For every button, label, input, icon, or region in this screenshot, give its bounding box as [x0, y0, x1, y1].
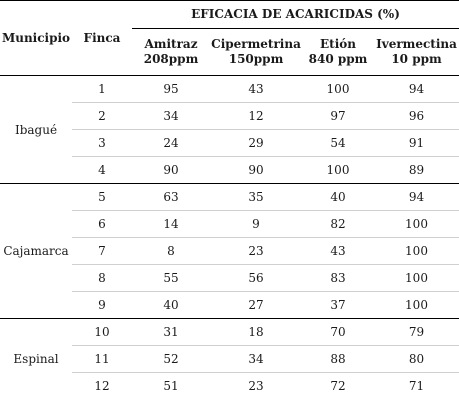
header-etion	[302, 29, 374, 76]
finca-cell: 9	[72, 292, 132, 319]
value-cell: 23	[210, 238, 302, 265]
value-cell: 88	[302, 346, 374, 373]
finca-cell: 1	[72, 76, 132, 103]
value-cell: 29	[210, 130, 302, 157]
value-cell: 89	[374, 157, 459, 184]
value-cell: 43	[210, 76, 302, 103]
header-cipermetrina	[210, 29, 302, 76]
value-cell: 23	[248, 379, 264, 393]
value-cell: 94	[374, 76, 459, 103]
value-cell: 43	[302, 238, 374, 265]
value-cell: 51	[163, 379, 179, 393]
value-cell: 96	[374, 103, 459, 130]
header-ivermectina	[374, 29, 459, 76]
municipio-cell: Cajamarca	[0, 184, 72, 319]
value-cell: 100	[374, 211, 459, 238]
finca-cell: 3	[72, 130, 132, 157]
value-cell: 72	[330, 379, 346, 393]
value-cell: 91	[374, 130, 459, 157]
value-cell: 9	[210, 211, 302, 238]
header-etion-name: Etión	[320, 37, 356, 51]
table-row	[0, 184, 459, 211]
finca-cell: 6	[72, 211, 132, 238]
municipio-cell: Ibagué	[0, 76, 72, 184]
table-row	[0, 319, 459, 346]
value-cell: 12	[210, 103, 302, 130]
header-group-title: EFICACIA DE ACARICIDAS (%)	[132, 1, 459, 29]
value-cell: 71	[408, 379, 425, 393]
finca-cell: 11	[72, 346, 132, 373]
header-cipermetrina-dose: 150ppm	[228, 52, 284, 66]
value-cell: 18	[210, 319, 302, 346]
value-cell: 56	[210, 265, 302, 292]
value-cell: 40	[132, 292, 210, 319]
finca-cell: 5	[72, 184, 132, 211]
value-cell: 100	[374, 238, 459, 265]
value-cell: 34	[210, 346, 302, 373]
finca-cell: 8	[72, 265, 132, 292]
value-cell: 80	[374, 346, 459, 373]
header-etion-dose: 840 ppm	[308, 52, 368, 66]
value-cell: 100	[374, 265, 459, 292]
value-cell: 31	[132, 319, 210, 346]
value-cell: 63	[132, 184, 210, 211]
header-amitraz-dose: 208ppm	[143, 52, 199, 66]
header-cipermetrina-name: Cipermetrina	[211, 37, 301, 51]
value-cell: 35	[210, 184, 302, 211]
header-amitraz	[132, 29, 210, 76]
finca-cell: 7	[72, 238, 132, 265]
header-ivermectina-name: Ivermectina	[376, 37, 457, 51]
finca-cell: 10	[72, 319, 132, 346]
value-cell: 95	[132, 76, 210, 103]
header-ivermectina-dose: 10 ppm	[391, 52, 442, 66]
municipio-cell: Espinal	[13, 352, 59, 366]
value-cell: 14	[132, 211, 210, 238]
value-cell: 34	[132, 103, 210, 130]
value-cell: 8	[132, 238, 210, 265]
value-cell: 90	[210, 157, 302, 184]
value-cell: 82	[302, 211, 374, 238]
value-cell: 24	[132, 130, 210, 157]
value-cell: 83	[302, 265, 374, 292]
value-cell: 54	[302, 130, 374, 157]
value-cell: 79	[374, 319, 459, 346]
value-cell: 52	[132, 346, 210, 373]
value-cell: 100	[302, 76, 374, 103]
finca-cell: 12	[94, 379, 110, 393]
value-cell: 27	[210, 292, 302, 319]
header-finca: Finca	[72, 1, 132, 76]
value-cell: 90	[132, 157, 210, 184]
value-cell: 40	[302, 184, 374, 211]
value-cell: 100	[374, 292, 459, 319]
value-cell: 37	[302, 292, 374, 319]
value-cell: 100	[302, 157, 374, 184]
value-cell: 70	[302, 319, 374, 346]
header-amitraz-name: Amitraz	[144, 37, 198, 51]
table-row	[0, 76, 459, 103]
value-cell: 97	[302, 103, 374, 130]
value-cell: 55	[132, 265, 210, 292]
value-cell: 94	[374, 184, 459, 211]
finca-cell: 4	[72, 157, 132, 184]
finca-cell: 2	[72, 103, 132, 130]
header-municipio: Municipio	[0, 1, 72, 76]
